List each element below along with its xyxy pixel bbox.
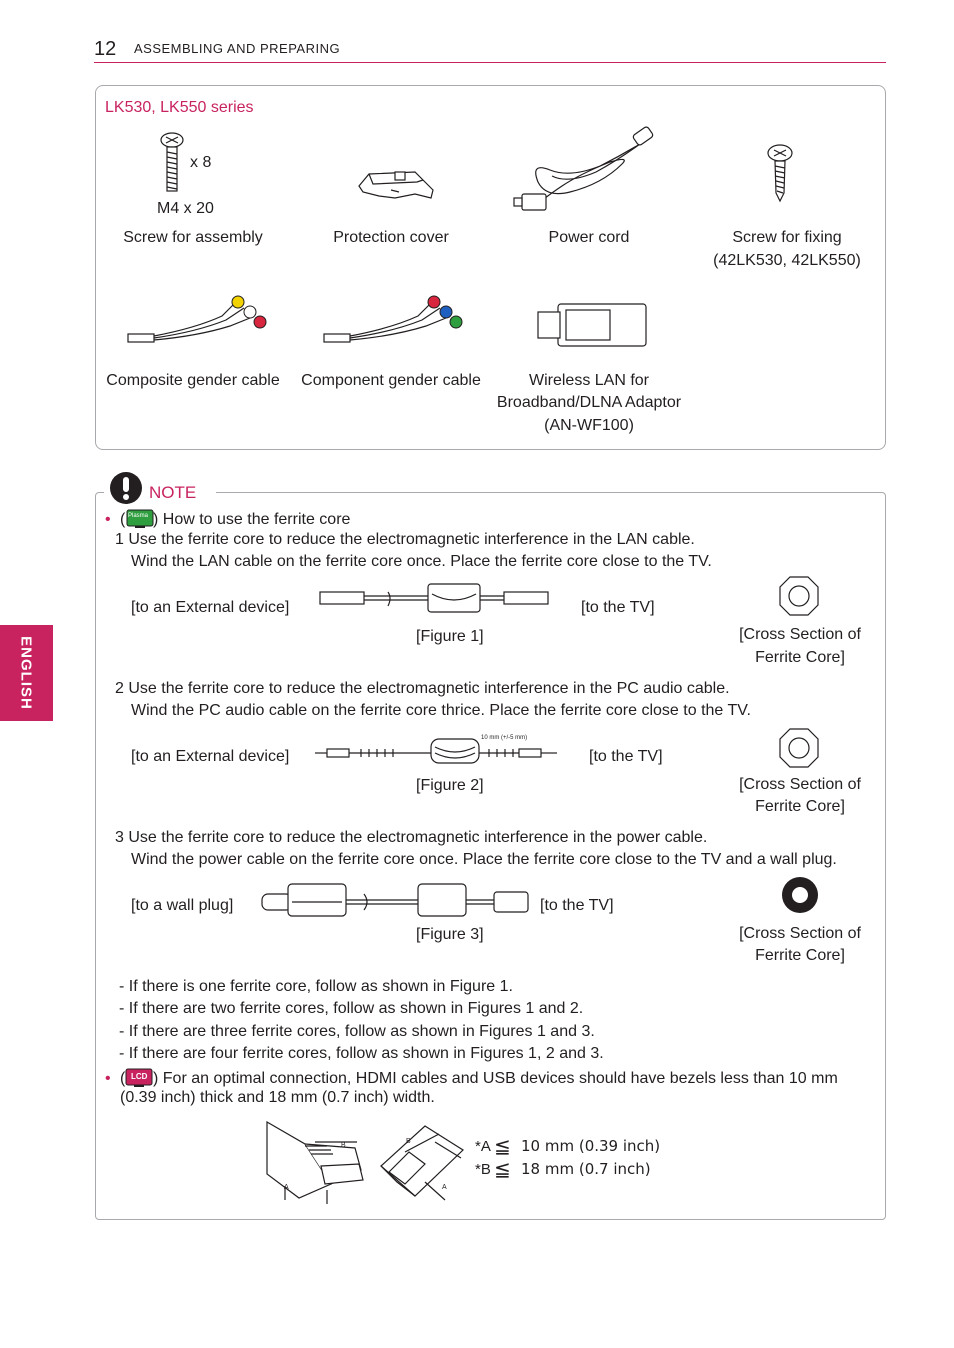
composite-cable-icon — [126, 292, 272, 350]
item-sublabel-screw-fixing: (42LK530, 42LK550) — [713, 252, 861, 269]
section-title: ASSEMBLING AND PREPARING — [134, 41, 341, 56]
hdmi-marker-b: B — [341, 1142, 346, 1149]
bullet-2-line1: ) For an optimal connection, HDMI cables and USB devices should have bezels less than 10 mm — [153, 1070, 838, 1087]
dimension-a-value: 10 mm (0.39 inch) — [521, 1137, 661, 1155]
dimension-b-label: *B — [475, 1161, 491, 1178]
cross-section-1-line2: Ferrite Core] — [755, 649, 845, 666]
usb-marker-b: B — [406, 1138, 411, 1145]
item-label-power-cord: Power cord — [548, 229, 630, 246]
cross-section-3-line1: [Cross Section of — [739, 925, 861, 942]
item-label-protection-cover: Protection cover — [333, 229, 449, 246]
plasma-badge-text: Plasma — [128, 513, 149, 519]
fixing-screw-icon — [766, 143, 794, 203]
screw-size: M4 x 20 — [157, 200, 214, 217]
item-label-wireless-lan-line1: Wireless LAN for — [528, 372, 650, 389]
step-1-left-label: [to an External device] — [131, 599, 290, 616]
condition-4: - If there are four ferrite cores, follow as shown in Figures 1, 2 and 3. — [119, 1045, 604, 1062]
bullet-2-marker: • — [105, 1070, 111, 1087]
item-label-component-cable: Component gender cable — [301, 372, 481, 389]
step-1-right-label: [to the TV] — [581, 599, 655, 616]
lcd-badge-text: LCD — [131, 1072, 148, 1081]
step-3-left-label: [to a wall plug] — [131, 897, 234, 914]
step-2-line1: 2 Use the ferrite core to reduce the electromagnetic interference in the PC audio cable. — [115, 680, 730, 697]
hdmi-marker-a: A — [284, 1184, 289, 1191]
item-label-wireless-lan-line2: Broadband/DLNA Adaptor — [496, 394, 682, 411]
language-tab — [0, 625, 53, 721]
step-2-right-label: [to the TV] — [589, 748, 663, 765]
step-1-line2: Wind the LAN cable on the ferrite core once. Place the ferrite core close to the TV. — [131, 553, 712, 570]
step-3-line2: Wind the power cable on the ferrite core once. Place the ferrite core close to the TV and a wall plug. — [131, 851, 837, 868]
series-title: LK530, LK550 series — [105, 99, 254, 116]
condition-3: - If there are three ferrite cores, follow as shown in Figures 1 and 3. — [119, 1023, 595, 1040]
figure-3-label: [Figure 3] — [416, 926, 484, 943]
item-label-wireless-lan-line3: (AN-WF100) — [544, 417, 634, 434]
figure-2-audio-cable-icon — [313, 733, 565, 765]
assembly-screw-icon — [160, 132, 186, 194]
hdmi-plug-diagram-icon — [265, 1114, 365, 1204]
cross-section-2-line2: Ferrite Core] — [755, 798, 845, 815]
cross-section-3-line2: Ferrite Core] — [755, 947, 845, 964]
protection-cover-icon — [355, 168, 437, 204]
dimension-b-symbol: ≦ — [494, 1159, 511, 1181]
item-label-composite-cable: Composite gender cable — [106, 372, 280, 389]
language-tab-label: ENGLISH — [17, 636, 35, 710]
figure-2-dimension-note: 10 mm (+/-5 mm) — [481, 735, 528, 741]
cross-section-1-line1: [Cross Section of — [739, 626, 861, 643]
bullet-2-line2: (0.39 inch) thick and 18 mm (0.7 inch) width. — [120, 1089, 435, 1106]
dimension-b-value: 18 mm (0.7 inch) — [521, 1160, 651, 1178]
step-1-line1: 1 Use the ferrite core to reduce the electromagnetic interference in the LAN cable. — [115, 531, 695, 548]
figure-1-lan-cable-icon — [318, 580, 550, 614]
figure-2-label: [Figure 2] — [416, 777, 484, 794]
power-cord-icon — [510, 126, 660, 216]
figure-3-power-cable-icon — [258, 880, 532, 920]
note-title: NOTE — [149, 483, 197, 502]
dimension-a-label: *A — [475, 1138, 491, 1155]
screw-quantity: x 8 — [190, 154, 212, 171]
exclamation-icon — [109, 471, 143, 505]
cross-section-2-line1: [Cross Section of — [739, 776, 861, 793]
dimension-a-symbol: ≦ — [494, 1136, 511, 1158]
component-cable-icon — [322, 292, 468, 350]
cross-section-2-icon — [778, 727, 820, 769]
usb-plug-diagram-icon — [375, 1122, 467, 1204]
bullet-1-marker: • — [105, 511, 111, 528]
step-2-left-label: [to an External device] — [131, 748, 290, 765]
step-3-right-label: [to the TV] — [540, 897, 614, 914]
item-label-screw-fixing: Screw for fixing — [732, 229, 842, 246]
condition-1: - If there is one ferrite core, follow as shown in Figure 1. — [119, 978, 513, 995]
figure-1-label: [Figure 1] — [416, 628, 484, 645]
bullet-2-open-paren: ( — [120, 1070, 126, 1087]
condition-2: - If there are two ferrite cores, follow as shown in Figures 1 and 2. — [119, 1000, 584, 1017]
step-2-line2: Wind the PC audio cable on the ferrite core thrice. Place the ferrite core close to the TV. — [131, 702, 751, 719]
item-label-screw-assembly: Screw for assembly — [123, 229, 263, 246]
page-number: 12 — [94, 38, 117, 60]
cross-section-1-icon — [778, 575, 820, 617]
header-rule — [94, 62, 886, 63]
bullet-1-open-paren: ( — [120, 511, 126, 528]
wireless-lan-adaptor-icon — [536, 302, 648, 348]
cross-section-3-icon — [780, 875, 820, 915]
usb-marker-a: A — [442, 1184, 447, 1191]
step-3-line1: 3 Use the ferrite core to reduce the electromagnetic interference in the power cable. — [115, 829, 708, 846]
bullet-1-intro: ) How to use the ferrite core — [153, 511, 351, 528]
